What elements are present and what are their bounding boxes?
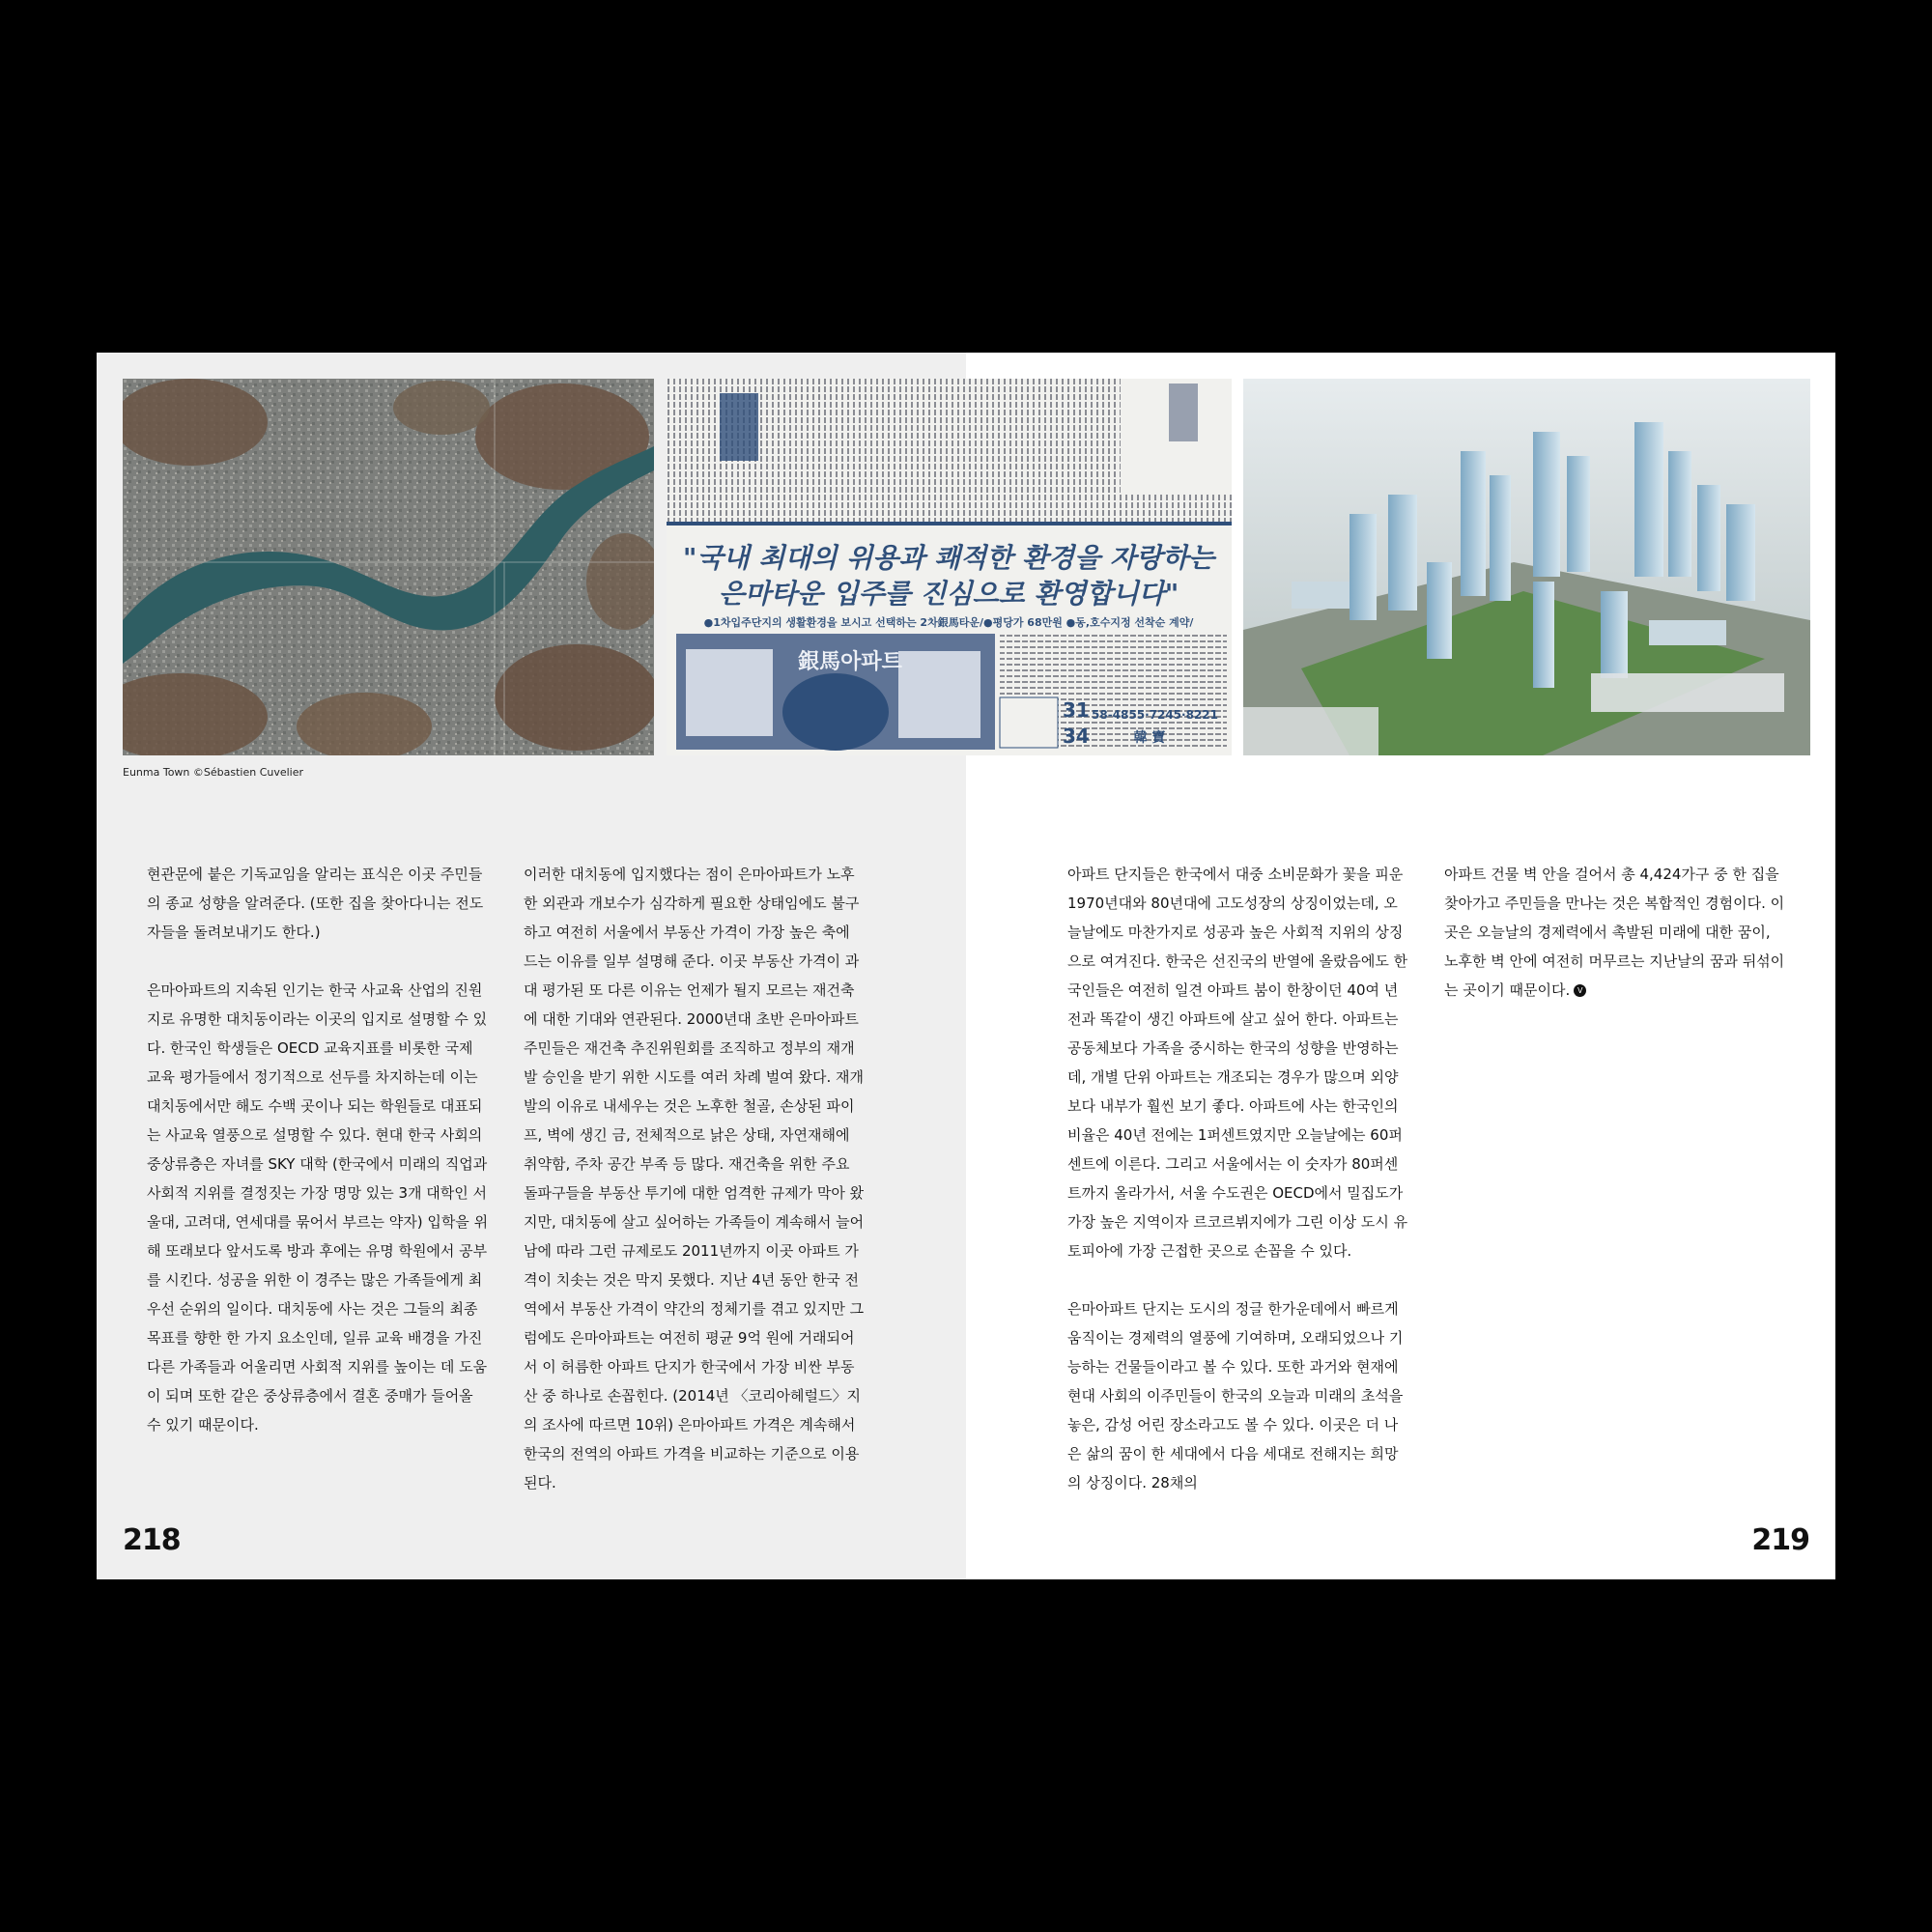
end-mark-icon: V <box>1574 984 1586 997</box>
paragraph-text: 아파트 건물 벽 안을 걸어서 총 4,424가구 중 한 집을 찾아가고 주민들을 만나는 것은 복합적인 경험이다. 이곳은 오늘날의 경제력에서 촉발된 미래에 대한 꿈이, 노후한 벽 안에 여전히 머무르는 지난날의 꿈과 뒤섞이는 곳이기 때문이다. <box>1444 866 1785 999</box>
text-column-1 <box>147 860 490 1468</box>
newspaper-subline: ●1차입주단지의 생활환경을 보시고 선택하는 2차銀馬타운/●평당가 68만원 ●동,호수지정 선착순 계약/ <box>703 616 1194 629</box>
paragraph <box>1444 860 1787 1005</box>
newspaper-headline-2: 은마타운 입주를 진심으로 환영합니다" <box>718 578 1179 610</box>
newspaper-headline-1: "국내 최대의 위용과 쾌적한 환경을 자랑하는 <box>682 542 1215 574</box>
page-number-left: 218 <box>123 1523 181 1557</box>
newspaper-number-34: 34 <box>1063 724 1090 748</box>
newspaper-phone: 58-4855·7245·8221 <box>1092 708 1218 722</box>
newspaper-number-31: 31 <box>1063 698 1090 722</box>
newspaper-logo: 銀馬아파트 <box>798 649 902 674</box>
book-spread <box>97 353 1835 1579</box>
text-column-2 <box>524 860 867 1526</box>
photo-caption: Eunma Town ©Sébastien Cuvelier <box>123 766 304 779</box>
text-column-4 <box>1444 860 1787 1034</box>
redevelopment-render-photo <box>1243 379 1810 755</box>
paragraph: 현관문에 붙은 기독교임을 알리는 표식은 이곳 주민들의 종교 성향을 알려준다. (또한 집을 찾아다니는 전도자들을 돌려보내기도 한다.) <box>147 866 484 941</box>
paragraph: 이러한 대치동에 입지했다는 점이 은마아파트가 노후한 외관과 개보수가 심각하게 필요한 상태임에도 불구하고 여전히 서울에서 부동산 가격이 가장 높은 축에 드는 이유를 일부 설명해 준다. 이곳 부동산 가격이 과대 평가된 또 다른 이유는 언제가 될지 모르는 재건축에 대한 기대와 연관된다. 2000년대 초반 은마아파트 주민들은 재건축 추진위원회를 조직하고 정부의 재개발 승인을 받기 위한 시도를 여러 차례 벌여 왔다. 재개발의 이유로 내세우는 것은 노후한 철골, 손상된 파이프, 벽에 생긴 금, 전체적으로 낡은 상태, 자연재해에 취약함, 주차 공간 부족 등 많다. 재건축을 위한 주요 돌파구들을 부동산 투기에 대한 엄격한 규제가 막아 왔지만, 대치동에 살고 싶어하는 가족들이 계속해서 늘어남에 따라 그런 규제로도 2011년까지 이곳 아파트 가격이 치솟는 것은 막지 못했다. 지난 4년 동안 한국 전역에서 부동산 가격이 약간의 정체기를 겪고 있지만 그럼에도 은마아파트는 여전히 평균 9억 원에 거래되어서 이 허름한 아파트 단지가 한국에서 가장 비싼 부동산 중 하나로 손꼽힌다. (2014년 〈코리아헤럴드〉지의 조사에 따르면 10위) 은마아파트 가격은 계속해서 한국의 전역의 아파트 가격을 비교하는 기준으로 이용된다. <box>524 866 865 1492</box>
newspaper-company: 韓 寶 <box>1133 730 1166 746</box>
paragraph: 은마아파트의 지속된 인기는 한국 사교육 산업의 진원지로 유명한 대치동이라는 이곳의 입지로 설명할 수 있다. 한국인 학생들은 OECD 교육지표를 비롯한 국제 교육 평가들에서 정기적으로 선두를 차지하는데 이는 대치동에서만 해도 수백 곳이나 되는 학원들로 대표되는 사교육 열풍으로 설명할 수 있다. 현대 한국 사회의 중상류층은 자녀를 SKY 대학 (한국에서 미래의 직업과 사회적 지위를 결정짓는 가장 명망 있는 3개 대학인 서울대, 고려대, 연세대를 묶어서 부르는 약자) 입학을 위해 또래보다 앞서도록 방과 후에는 유명 학원에서 공부를 시킨다. 성공을 위한 이 경주는 많은 가족들에게 최우선 순위의 일이다. 대치동에 사는 것은 그들의 최종 목표를 향한 한 가지 요소인데, 일류 교육 배경을 가진 다른 가족들과 어울리면 사회적 지위를 높이는 데 도움이 되며 또한 같은 중상류층에서 결혼 중매가 들어올 수 있기 때문이다. <box>147 981 489 1434</box>
paragraph: 아파트 단지들은 한국에서 대중 소비문화가 꽃을 피운 1970년대와 80년대에 고도성장의 상징이었는데, 오늘날에도 마찬가지로 성공과 높은 사회적 지위의 상징으로 여겨진다. 한국은 선진국의 반열에 올랐음에도 한국인들은 여전히 일견 아파트 붐이 한창이던 40여 년 전과 똑같이 생긴 아파트에 살고 싶어 한다. 아파트는 공동체보다 가족을 중시하는 한국의 성향을 반영하는데, 개별 단위 아파트는 개조되는 경우가 많으며 외양보다 내부가 훨씬 보기 좋다. 아파트에 사는 한국인의 비율은 40년 전에는 1퍼센트였지만 오늘날에는 60퍼센트에 이른다. 그리고 서울에서는 이 숫자가 80퍼센트까지 올라가서, 서울 수도권은 OECD에서 밀집도가 가장 높은 지역이자 르코르뷔지에가 그린 이상 도시 유토피아에 가장 근접한 곳으로 손꼽을 수 있다. <box>1067 866 1408 1260</box>
satellite-photo <box>123 379 654 755</box>
paragraph: 은마아파트 단지는 도시의 정글 한가운데에서 빠르게 움직이는 경제력의 열풍에 기여하며, 오래되었으나 기능하는 건물들이라고 볼 수 있다. 또한 과거와 현재에 현대 사회의 이주민들이 한국의 오늘과 미래의 초석을 놓은, 감성 어린 장소라고도 볼 수 있다. 이곳은 더 나은 삶의 꿈이 한 세대에서 다음 세대로 전해지는 희망의 상징이다. 28채의 <box>1067 1300 1404 1492</box>
newspaper-ad-photo <box>667 379 1232 755</box>
text-column-3 <box>1067 860 1410 1526</box>
page-number-right: 219 <box>1751 1523 1809 1557</box>
